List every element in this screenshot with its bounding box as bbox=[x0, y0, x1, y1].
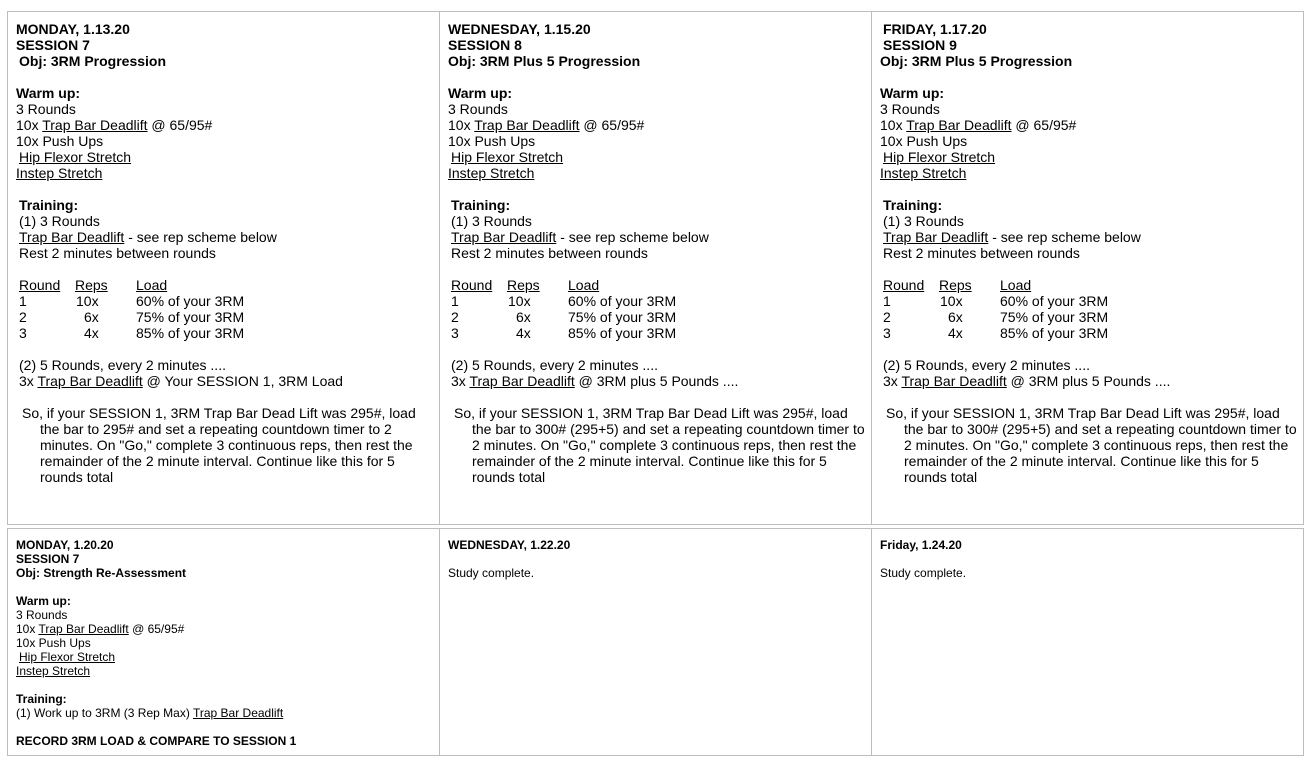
warmup-item: 10x Push Ups bbox=[880, 133, 968, 149]
warmup-rounds: 3 Rounds bbox=[448, 101, 508, 117]
rep-header: Reps bbox=[507, 277, 540, 293]
rep-row bbox=[19, 309, 244, 325]
warmup-heading: Warm up: bbox=[16, 85, 81, 101]
part2-prefix: 3x bbox=[19, 373, 38, 389]
training-heading: Training: bbox=[451, 197, 511, 213]
training-heading: Training: bbox=[16, 692, 67, 706]
trap-bar-deadlift-link[interactable]: Trap Bar Deadlift bbox=[469, 373, 575, 389]
rep-cell: 10x bbox=[508, 293, 531, 309]
rep-cell: 1 bbox=[19, 293, 27, 309]
rep-cell: 4x bbox=[516, 325, 531, 341]
hip-flexor-stretch-link[interactable]: Hip Flexor Stretch bbox=[451, 149, 564, 165]
day-date: Friday, 1.24.20 bbox=[880, 538, 962, 552]
warmup-heading: Warm up: bbox=[16, 594, 71, 608]
rep-cell: 4x bbox=[948, 325, 963, 341]
rep-row bbox=[451, 309, 676, 325]
rep-cell: 1 bbox=[883, 293, 891, 309]
day-cell-monday-week2 bbox=[8, 529, 440, 756]
rep-cell: 2 bbox=[451, 309, 459, 325]
week-2-table bbox=[7, 528, 1304, 756]
part2-suffix: @ 3RM plus 5 Pounds .... bbox=[1006, 373, 1171, 389]
rep-header-row bbox=[883, 277, 1108, 293]
rep-cell: 10x bbox=[76, 293, 99, 309]
day-date: MONDAY, 1.20.20 bbox=[16, 538, 114, 552]
objective: Obj: 3RM Plus 5 Progression bbox=[880, 53, 1073, 69]
training-heading: Training: bbox=[883, 197, 943, 213]
objective: Obj: Strength Re-Assessment bbox=[16, 566, 187, 580]
instep-stretch-link[interactable]: Instep Stretch bbox=[448, 165, 535, 181]
rep-cell: 3 bbox=[451, 325, 459, 341]
session-label: SESSION 7 bbox=[16, 552, 80, 566]
trap-bar-deadlift-link[interactable]: Trap Bar Deadlift bbox=[192, 706, 284, 720]
warmup-item: 10x Push Ups bbox=[16, 636, 91, 650]
day-cell-friday bbox=[872, 12, 1304, 525]
day-date: WEDNESDAY, 1.15.20 bbox=[448, 21, 591, 37]
training-heading: Training: bbox=[19, 197, 79, 213]
session-label: SESSION 9 bbox=[883, 37, 957, 53]
day-cell-monday bbox=[8, 12, 440, 525]
warmup-item bbox=[880, 117, 1303, 133]
part2-suffix: @ Your SESSION 1, 3RM Load bbox=[142, 373, 343, 389]
session-label: SESSION 7 bbox=[16, 37, 90, 53]
warmup-suffix: @ 65/95# bbox=[147, 117, 213, 133]
trap-bar-deadlift-link[interactable]: Trap Bar Deadlift bbox=[37, 373, 143, 389]
trap-bar-deadlift-link[interactable]: Trap Bar Deadlift bbox=[906, 117, 1012, 133]
part2-item: (2) 5 Rounds, every 2 minutes .... bbox=[451, 357, 658, 373]
week-1-table bbox=[7, 11, 1304, 525]
trap-bar-deadlift-link[interactable]: Trap Bar Deadlift bbox=[901, 373, 1007, 389]
rep-row bbox=[19, 293, 244, 309]
rep-header-row bbox=[451, 277, 676, 293]
rep-row bbox=[883, 309, 1108, 325]
rep-header: Round bbox=[883, 277, 925, 293]
trap-bar-deadlift-link[interactable]: Trap Bar Deadlift bbox=[42, 117, 148, 133]
warmup-prefix: 10x bbox=[880, 117, 907, 133]
rep-scheme-table bbox=[883, 277, 1108, 341]
warmup-item bbox=[16, 622, 439, 636]
rep-row bbox=[451, 325, 676, 341]
warmup-prefix: 10x bbox=[448, 117, 475, 133]
trap-bar-deadlift-link[interactable]: Trap Bar Deadlift bbox=[19, 229, 125, 245]
training-suffix: - see rep scheme below bbox=[556, 229, 709, 245]
trap-bar-deadlift-link[interactable]: Trap Bar Deadlift bbox=[38, 622, 129, 636]
part2-item: (2) 5 Rounds, every 2 minutes .... bbox=[19, 357, 226, 373]
rep-cell: 3 bbox=[19, 325, 27, 341]
rep-header-row bbox=[19, 277, 244, 293]
hip-flexor-stretch-link[interactable]: Hip Flexor Stretch bbox=[19, 149, 132, 165]
session-label: SESSION 8 bbox=[448, 37, 522, 53]
warmup-suffix: @ 65/95# bbox=[128, 622, 185, 636]
part2-prefix: 3x bbox=[883, 373, 902, 389]
training-item: Rest 2 minutes between rounds bbox=[19, 245, 216, 261]
rep-cell: 60% of your 3RM bbox=[136, 293, 245, 309]
rep-cell: 4x bbox=[84, 325, 99, 341]
training-item: (1) 3 Rounds bbox=[19, 213, 100, 229]
day-cell-wednesday-week2 bbox=[440, 529, 872, 756]
rep-cell: 3 bbox=[883, 325, 891, 341]
day-cell-wednesday bbox=[440, 12, 872, 525]
training-suffix: - see rep scheme below bbox=[988, 229, 1141, 245]
rep-header: Round bbox=[19, 277, 61, 293]
rep-header: Reps bbox=[939, 277, 972, 293]
rep-cell: 85% of your 3RM bbox=[136, 325, 245, 341]
trap-bar-deadlift-link[interactable]: Trap Bar Deadlift bbox=[474, 117, 580, 133]
day-cell-friday-week2 bbox=[872, 529, 1304, 756]
instep-stretch-link[interactable]: Instep Stretch bbox=[880, 165, 967, 181]
status-note: Study complete. bbox=[448, 566, 535, 580]
rep-cell: 75% of your 3RM bbox=[136, 309, 245, 325]
training-item: Rest 2 minutes between rounds bbox=[883, 245, 1080, 261]
warmup-rounds: 3 Rounds bbox=[16, 101, 76, 117]
rep-scheme-table bbox=[19, 277, 244, 341]
rep-cell: 6x bbox=[948, 309, 963, 325]
training-prefix: (1) Work up to 3RM (3 Rep Max) bbox=[16, 706, 193, 720]
status-note: Study complete. bbox=[880, 566, 967, 580]
training-item: (1) 3 Rounds bbox=[883, 213, 964, 229]
part2-item: (2) 5 Rounds, every 2 minutes .... bbox=[883, 357, 1090, 373]
training-suffix: - see rep scheme below bbox=[124, 229, 277, 245]
warmup-suffix: @ 65/95# bbox=[1011, 117, 1077, 133]
rep-row bbox=[451, 293, 676, 309]
instructions-paragraph: So, if your SESSION 1, 3RM Trap Bar Dead Lift was 295#, load the bar to 300# (295+5) and set a repeating countdown timer to 2 minutes. On "Go," complete 3 continuous reps, then rest the remainder of the 2 minute interval. Continue like this for 5 rounds total bbox=[886, 405, 1297, 485]
part2-prefix: 3x bbox=[451, 373, 470, 389]
rep-row bbox=[19, 325, 244, 341]
warmup-rounds: 3 Rounds bbox=[880, 101, 940, 117]
rep-cell: 60% of your 3RM bbox=[1000, 293, 1109, 309]
trap-bar-deadlift-link[interactable]: Trap Bar Deadlift bbox=[883, 229, 989, 245]
instep-stretch-link[interactable]: Instep Stretch bbox=[16, 165, 103, 181]
warmup-prefix: 10x bbox=[16, 622, 39, 636]
warmup-rounds: 3 Rounds bbox=[16, 608, 68, 622]
rep-cell: 1 bbox=[451, 293, 459, 309]
rep-cell: 6x bbox=[516, 309, 531, 325]
rep-header: Load bbox=[136, 277, 168, 293]
training-item: (1) 3 Rounds bbox=[451, 213, 532, 229]
warmup-item: 10x Push Ups bbox=[448, 133, 536, 149]
training-item: Rest 2 minutes between rounds bbox=[451, 245, 648, 261]
rep-header: Reps bbox=[75, 277, 108, 293]
objective: Obj: 3RM Plus 5 Progression bbox=[448, 53, 641, 69]
hip-flexor-stretch-link[interactable]: Hip Flexor Stretch bbox=[19, 650, 116, 664]
trap-bar-deadlift-link[interactable]: Trap Bar Deadlift bbox=[451, 229, 557, 245]
rep-cell: 85% of your 3RM bbox=[1000, 325, 1109, 341]
part2-suffix: @ 3RM plus 5 Pounds .... bbox=[574, 373, 739, 389]
rep-cell: 85% of your 3RM bbox=[568, 325, 677, 341]
rep-row bbox=[883, 325, 1108, 341]
instructions-paragraph: So, if your SESSION 1, 3RM Trap Bar Dead Lift was 295#, load the bar to 300# (295+5) and set a repeating countdown timer to 2 minutes. On "Go," complete 3 continuous reps, then rest the remainder of the 2 minute interval. Continue like this for 5 rounds total bbox=[454, 405, 865, 485]
rep-cell: 75% of your 3RM bbox=[1000, 309, 1109, 325]
rep-cell: 60% of your 3RM bbox=[568, 293, 677, 309]
warmup-item bbox=[448, 117, 871, 133]
rep-cell: 2 bbox=[19, 309, 27, 325]
warmup-suffix: @ 65/95# bbox=[579, 117, 645, 133]
instructions-paragraph: So, if your SESSION 1, 3RM Trap Bar Dead Lift was 295#, load the bar to 295# and set a repeating countdown timer to 2 minutes. On "Go," complete 3 continuous reps, then rest the remainder of the 2 minute interval. Continue like this for 5 rounds total bbox=[22, 405, 416, 485]
instep-stretch-link[interactable]: Instep Stretch bbox=[16, 664, 91, 678]
rep-cell: 75% of your 3RM bbox=[568, 309, 677, 325]
rep-scheme-table bbox=[451, 277, 676, 341]
rep-header: Load bbox=[1000, 277, 1032, 293]
warmup-heading: Warm up: bbox=[448, 85, 513, 101]
day-date: MONDAY, 1.13.20 bbox=[16, 21, 130, 37]
day-date: FRIDAY, 1.17.20 bbox=[883, 21, 987, 37]
warmup-item: 10x Push Ups bbox=[16, 133, 104, 149]
warmup-item bbox=[16, 117, 439, 133]
rep-cell: 2 bbox=[883, 309, 891, 325]
record-instruction: RECORD 3RM LOAD & COMPARE TO SESSION 1 bbox=[16, 734, 297, 748]
rep-header: Round bbox=[451, 277, 493, 293]
rep-cell: 10x bbox=[940, 293, 963, 309]
day-date: WEDNESDAY, 1.22.20 bbox=[448, 538, 571, 552]
hip-flexor-stretch-link[interactable]: Hip Flexor Stretch bbox=[883, 149, 996, 165]
warmup-heading: Warm up: bbox=[880, 85, 945, 101]
rep-header: Load bbox=[568, 277, 600, 293]
rep-cell: 6x bbox=[84, 309, 99, 325]
objective: Obj: 3RM Progression bbox=[19, 53, 167, 69]
rep-row bbox=[883, 293, 1108, 309]
warmup-prefix: 10x bbox=[16, 117, 43, 133]
